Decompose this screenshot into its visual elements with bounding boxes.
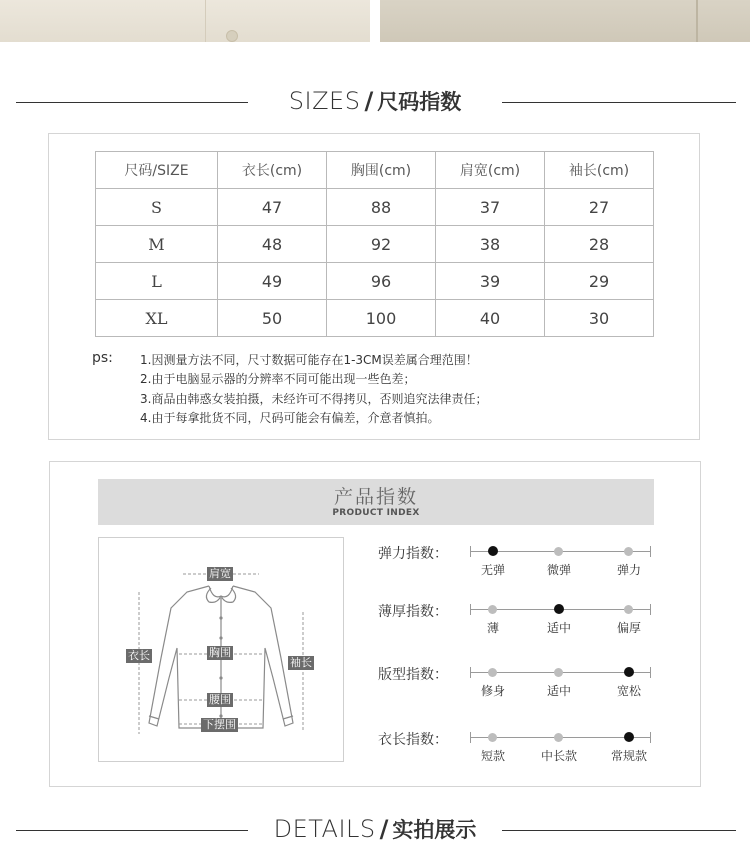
details-title <box>0 814 750 844</box>
size-table-header-row <box>96 152 654 189</box>
sleeve-cell: 28 <box>545 226 654 263</box>
index-option: 适中 <box>546 684 571 698</box>
sizes-section-header <box>0 82 750 122</box>
note-line: 2.由于电脑显示器的分辨率不同可能出现一些色差； <box>140 372 416 386</box>
track-cap <box>470 667 471 678</box>
shoulder-label: 肩宽 <box>209 567 231 580</box>
length-index-row <box>378 729 658 769</box>
length-cell: 48 <box>218 226 327 263</box>
index-option: 修身 <box>480 684 505 698</box>
note-line: 1.因测量方法不同，尺寸数据可能存在1-3CM误差属合理范围！ <box>140 353 478 367</box>
index-option: 无弹 <box>480 563 505 577</box>
sleeve-cell: 29 <box>545 263 654 300</box>
note-line: 3.商品由韩惑女装拍摄，未经许可不得拷贝，否则追究法律责任； <box>140 392 488 406</box>
track-cap <box>650 546 651 557</box>
index-dot <box>488 733 497 742</box>
length-label: 衣长 <box>128 649 150 662</box>
track-cap <box>650 667 651 678</box>
chest-cell: 100 <box>327 300 436 337</box>
product-index-title-cn: 产品指数 <box>333 486 418 508</box>
size-cell: M <box>96 226 218 263</box>
shoulder-cell: 38 <box>436 226 545 263</box>
size-table-header: 胸围(cm) <box>327 152 436 189</box>
index-dot <box>554 547 563 556</box>
sleeve-label: 袖长 <box>290 656 312 669</box>
chest-cell: 88 <box>327 189 436 226</box>
thickness-index-row <box>378 601 658 641</box>
table-row <box>96 226 654 263</box>
index-option: 宽松 <box>616 684 641 698</box>
size-table-header: 肩宽(cm) <box>436 152 545 189</box>
details-title-slash: / <box>379 815 389 843</box>
index-dot-selected <box>554 604 564 614</box>
chest-cell: 92 <box>327 226 436 263</box>
sizes-title-cn: 尺码指数 <box>377 90 462 114</box>
product-index-title-en: PRODUCT INDEX <box>332 508 420 518</box>
shirt-measure-diagram <box>98 537 344 762</box>
shoulder-cell: 37 <box>436 189 545 226</box>
chest-label: 胸围 <box>209 646 231 659</box>
track-cap <box>650 604 651 615</box>
placket-seam <box>205 0 206 42</box>
product-photo-strip <box>0 0 750 42</box>
hem-label: 下摆围 <box>203 718 236 731</box>
size-table-header: 衣长(cm) <box>218 152 327 189</box>
shoulder-cell: 40 <box>436 300 545 337</box>
size-cell: L <box>96 263 218 300</box>
fit-index-row <box>378 664 658 704</box>
index-row-label: 薄厚指数： <box>378 604 448 620</box>
index-dot-selected <box>488 546 498 556</box>
waist-label: 腰围 <box>209 693 231 706</box>
index-option: 中长款 <box>540 749 577 763</box>
product-index-title-bar <box>98 479 654 525</box>
size-table-header: 尺码/SIZE <box>96 152 218 189</box>
index-dot <box>488 605 497 614</box>
index-dot <box>554 733 563 742</box>
product-photo-right <box>380 0 750 42</box>
index-option: 微弹 <box>546 563 571 577</box>
index-row-label: 衣长指数： <box>378 732 448 748</box>
sizes-title-en: SIZES <box>288 87 361 115</box>
length-cell: 47 <box>218 189 327 226</box>
table-row <box>96 189 654 226</box>
index-row-label: 弹力指数： <box>378 546 448 562</box>
length-cell: 50 <box>218 300 327 337</box>
track-cap <box>470 604 471 615</box>
track-cap <box>470 546 471 557</box>
index-option: 偏厚 <box>616 621 641 635</box>
chest-cell: 96 <box>327 263 436 300</box>
track-cap <box>650 732 651 743</box>
product-photo-left <box>0 0 370 42</box>
length-cell: 49 <box>218 263 327 300</box>
table-row <box>96 263 654 300</box>
index-dot <box>624 547 633 556</box>
details-title-cn: 实拍展示 <box>392 818 477 842</box>
index-option: 弹力 <box>616 563 641 577</box>
index-dot-selected <box>624 732 634 742</box>
index-dot <box>554 668 563 677</box>
shirt-button <box>226 30 238 42</box>
note-line: 4.由于每拿批货不同，尺码可能会有偏差，介意者慎拍。 <box>140 411 440 425</box>
fabric-seam <box>696 0 698 42</box>
size-table <box>95 151 654 337</box>
index-dot <box>624 605 633 614</box>
index-option: 薄 <box>486 621 499 635</box>
notes-prefix: ps: <box>92 350 113 366</box>
size-cell: XL <box>96 300 218 337</box>
sizes-title <box>0 86 750 116</box>
details-title-en: DETAILS <box>273 815 376 843</box>
shoulder-cell: 39 <box>436 263 545 300</box>
index-option: 常规款 <box>610 749 647 763</box>
sizes-title-slash: / <box>364 87 374 115</box>
index-option: 短款 <box>480 749 505 763</box>
table-row <box>96 300 654 337</box>
elasticity-index-row <box>378 543 658 583</box>
sleeve-cell: 30 <box>545 300 654 337</box>
index-option: 适中 <box>546 621 571 635</box>
index-dot-selected <box>624 667 634 677</box>
sleeve-cell: 27 <box>545 189 654 226</box>
index-row-label: 版型指数： <box>378 667 448 683</box>
size-table-header: 袖长(cm) <box>545 152 654 189</box>
size-cell: S <box>96 189 218 226</box>
track-cap <box>470 732 471 743</box>
index-dot <box>488 668 497 677</box>
details-section-header <box>0 810 750 850</box>
